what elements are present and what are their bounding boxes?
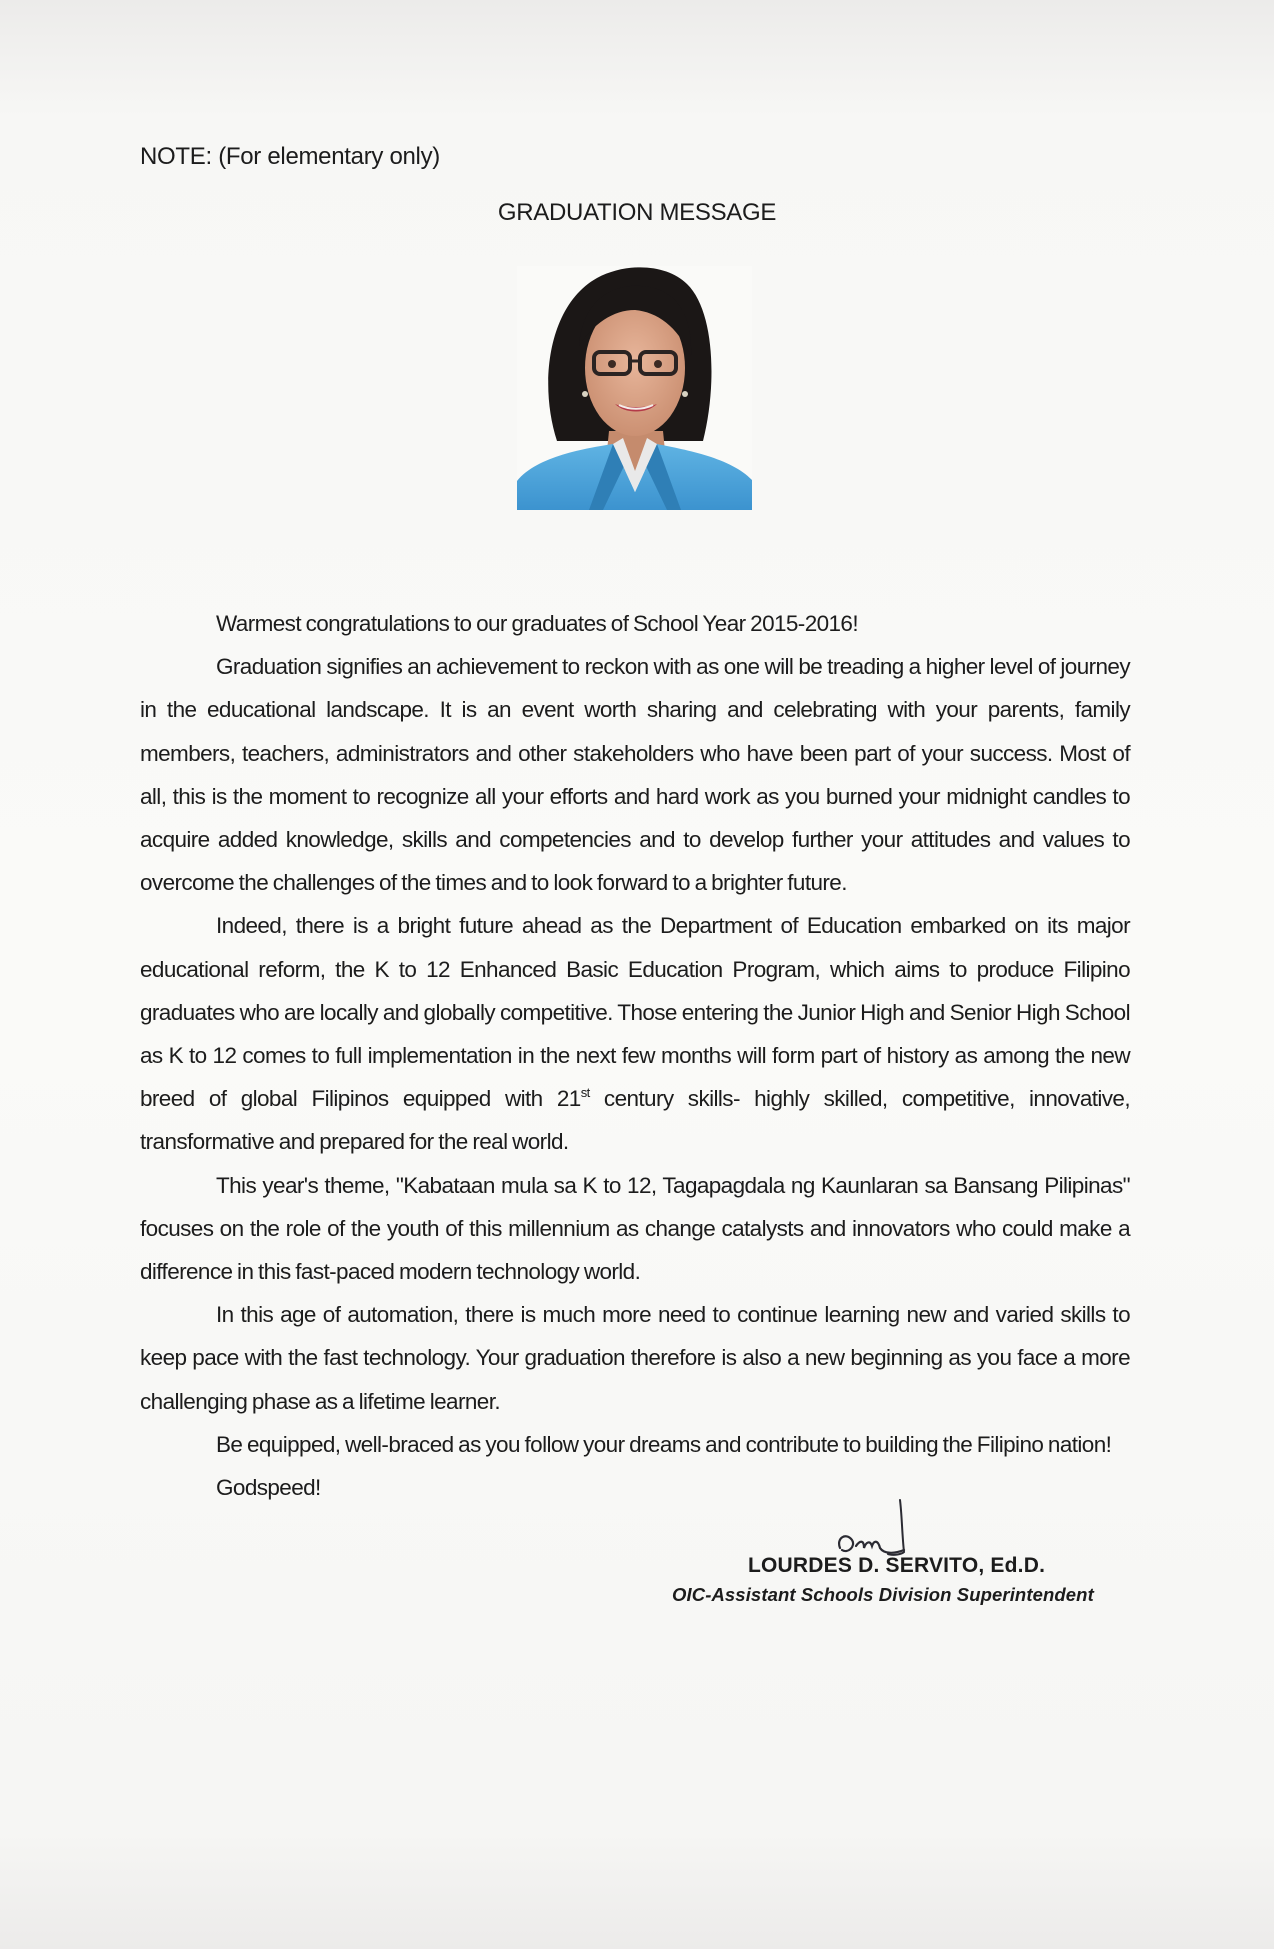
paragraph-reform-text-b: century skills- highly skilled, competitive, innovative, transformative and prepared for the real world. [140,1086,1130,1155]
signatory-name: LOURDES D. SERVITO, Ed.D. [748,1554,1046,1577]
note-line: NOTE: (For elementary only) [140,143,440,170]
paragraph-graduation: Graduation signifies an achievement to reckon with as one will be treading a higher level of journey in the educational landscape. It is an event worth sharing and celebrating with your parents, family members, teachers, administrators and other stakeholders who have been part of your success. Most of all, this is the moment to recognize all your efforts and hard work as you burned your midnight candles to acquire added knowledge, skills and competencies and to develop further your attitudes and values to overcome the challenges of the times and to look forward to a brighter future. [140,654,1130,896]
paragraph-theme: This year's theme, "Kabataan mula sa K to 12, Tagapagdala ng Kaunlaran sa Bansang Pilipinas" focuses on the role of the youth of this millennium as change catalysts and innovators who could make a difference in this fast-paced modern technology world. [140,1172,1130,1285]
message-body [140,602,1130,1509]
paragraph-closing: Godspeed! [216,1475,321,1501]
paragraph-greeting: Warmest congratulations to our graduates of School Year 2015-2016! [216,611,859,636]
signatory-title: OIC-Assistant Schools Division Superintendent [672,1584,1094,1605]
handwritten-signature-icon [832,1496,942,1560]
paragraph-encouragement: Be equipped, well-braced as you follow your dreams and contribute to building the Filipino nation! [216,1431,1112,1457]
paragraph-automation: In this age of automation, there is much more need to continue learning new and varied skills to keep pace with the fast technology. Your graduation therefore is also a new beginning as you face a more challenging phase as a lifetime learner. [140,1302,1130,1414]
page-title: GRADUATION MESSAGE [497,199,777,226]
ordinal-suffix: st [580,1085,590,1101]
paragraph-reform [140,904,1130,1163]
person-photo-icon [517,266,752,510]
paragraph-reform-text-a: Indeed, there is a bright future ahead as the Department of Education embarked on its major educational reform, the K to 12 Enhanced Basic Education Program, which aims to produce Filipino graduates who are locally and globally competitive. Those entering the Junior High and Senior High School as K to 12 comes to full implementation in the next few months will form part of history as among the new breed of global Filipinos equipped with 21 [140,913,1130,1112]
